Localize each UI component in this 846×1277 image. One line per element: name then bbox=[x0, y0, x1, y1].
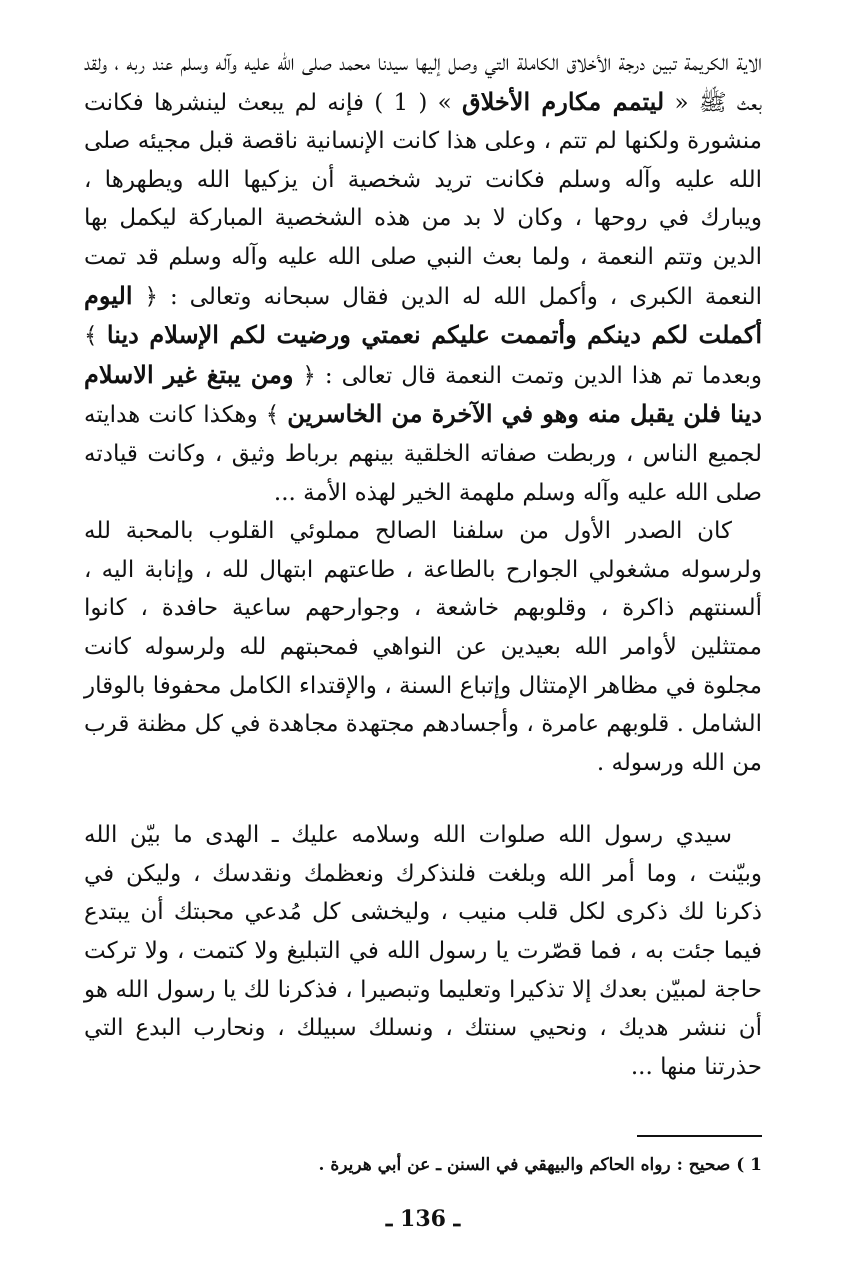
paragraph-1 bbox=[84, 44, 762, 512]
paragraph-2: كان الصدر الأول من سلفنا الصالح مملوئي القلوب بالمحبة لله ولرسوله مشغولي الجوارح بالطاعة ، طاعتهم ابتهال لله ، وإنابة اليه ، ألسنتهم ذاكرة ، وقلوبهم خاشعة ، وجوارحهم ساعية حافدة ، كانوا ممتثلين لأوامر الله بعيدين عن النواهي فمحبتهم لله ولرسوله كانت مجلوة في مظاهر الإمتثال وإتباع السنة ، والإقتداء الكامل محفوفا بالوقار الشامل . قلوبهم عامرة ، وأجسادهم مجتهدة مجاهدة في كل مظنة قرب من الله ورسوله . bbox=[84, 518, 762, 776]
p1-text-c: » ( 1 ) فإنه لم يبعث لينشرها فكانت منشورة ولكنها لم تتم ، وعلى هذا كانت الإنسانية ناقصة قبل مجيئه صلى الله عليه وآله وسلم فكانت تريد شخصية أن يزكيها الله ويطهرها ، ويبارك في روحها ، وكان لا بد من هذه الشخصية المباركة ليكمل بها الدين وتتم النعمة ، ولما بعث النبي صلى الله عليه وآله وسلم قد تمت النعمة الكبرى ، وأكمل الله له الدين فقال سبحانه وتعالى : ﴿ bbox=[84, 89, 762, 310]
quran-verse-2: ومن يبتغ غير الاسلام دينا فلن يقبل منه وهو في الآخرة من الخاسرين bbox=[84, 359, 762, 429]
p1-text-e: ﴾ وبعدما تم هذا الدين وتمت النعمة قال تعالى : ﴿ bbox=[84, 323, 762, 389]
p1-text-g: ﴾ وهكذا كانت هدايته لجميع الناس ، وربطت صفاته الخلقية بينهم برباط وثيق ، وكانت قيادته صلى الله عليه وآله وسلم ملهمة الخير لهذه الأمة ... bbox=[84, 402, 762, 506]
page-number: ـ 136 ـ bbox=[385, 1206, 461, 1232]
hadith-quote: ليتمم مكارم الأخلاق bbox=[461, 86, 665, 116]
footnote: 1 ) صحيح : رواه الحاكم والبيهقي في السنن ـ عن أبي هريرة . bbox=[318, 1155, 762, 1175]
main-text bbox=[84, 44, 762, 1086]
quran-verse-1: اليوم أكملت لكم دينكم وأتممت عليكم نعمتي ورضيت لكم الإسلام دينا bbox=[84, 280, 762, 350]
footnote-divider bbox=[637, 1135, 762, 1137]
p1-text-a: الاية الكريمة تبين درجة الأخلاق الكاملة التي وصل إليها سيدنا محمد صلى الله عليه وآله وسلم عند ربه ، ولقد بعث ﷺ « bbox=[84, 50, 763, 116]
paragraph-3: سيدي رسول الله صلوات الله وسلامه عليك ـ الهدى ما بيّن الله وبيّنت ، وما أمر الله وبلغت فلنذكرك ونعظمك ونقدسك ، وليكن في ذكرنا لك ذكرى لكل قلب منيب ، وليخشى كل مُدعي محبتك أن يبتدع فيما جئت به ، فما قصّرت يا رسول الله في التبليغ ولا كتمت ، ولا تركت حاجة لمبيّن بعدك إلا تذكيرا وتعليما وتبصيرا ، فذكرنا لك يا رسول الله هو أن ننشر هديك ، ونحيي سنتك ، ونسلك سبيلك ، ونحارب البدع التي حذرتنا منها ... bbox=[84, 822, 762, 1080]
